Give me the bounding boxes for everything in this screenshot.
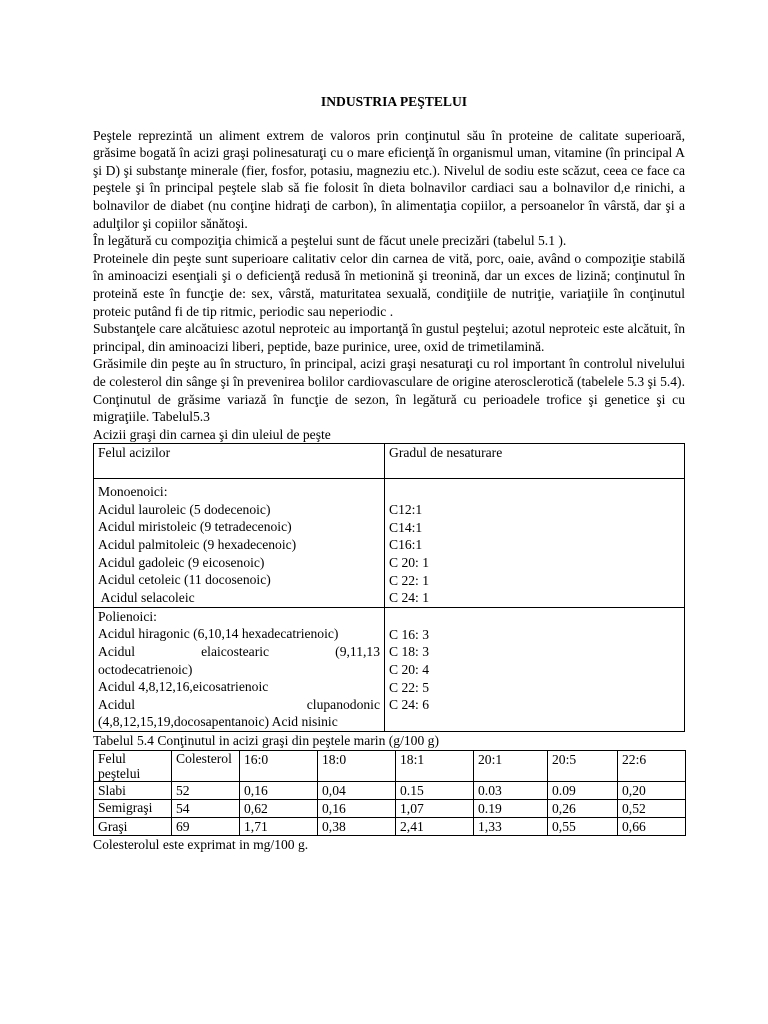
table-row [94,799,686,817]
acid-name: Acidul selacoleic [98,589,195,605]
unsaturation-value: C16:1 [389,537,423,553]
header-cell: Felul acizilor [94,444,385,479]
acid-name: Acidul palmitoleic (9 hexadecenoic) [98,537,297,553]
table-row [94,781,686,799]
table-header-row [94,750,686,781]
table-cell: 0,62 [240,799,318,817]
table-cell: 0,26 [548,799,618,817]
polyenoic-acids-cell [94,607,385,731]
unsaturation-value: C14:1 [389,519,423,535]
unsaturation-value: C 22: 1 [389,572,430,588]
fatty-acids-table [93,443,685,732]
table-cell: 0,52 [618,799,686,817]
table-cell: 0,04 [318,781,396,799]
table-row-monoenoic [94,479,685,608]
unsaturation-value: C 22: 5 [389,679,430,695]
unsaturation-value: C 16: 3 [389,626,430,642]
table-cell: 0,16 [240,781,318,799]
paragraph-composition: În legătură cu compoziţia chimică a peştelui sunt de făcut unele precizări (tabelul 5.1 ). [93,233,567,249]
acid-name: Acidul hiragonic (6,10,14 hexadecatrienoic) [98,626,339,642]
header-cell: 20:1 [474,750,548,781]
document-page [93,93,685,853]
unsaturation-value: C 24: 1 [389,590,430,606]
acid-name: Acidul gadoleic (9 eicosenoic) [98,554,265,570]
table-cell: 0,20 [618,781,686,799]
table-cell: 0,66 [618,817,686,835]
unsaturation-value: C 24: 6 [389,697,430,713]
acid-name: octodecatrienoic) [98,661,193,677]
table2-footnote: Colesterolul este exprimat in mg/100 g. [93,836,309,852]
table2-caption: Tabelul 5.4 Conţinutul in acizi graşi din peştele marin (g/100 g) [93,733,439,748]
paragraph-nitrogen: Substanţele care alcătuiesc azotul neproteic au importanţă în gustul peştelui; azotul neproteic este alcătuit, în principal, din aminoacizi liberi, peptide, baze purinice, uree, oxid de trimetilamină. [93,321,685,354]
table-header-row [94,444,685,479]
table-cell: 1,33 [474,817,548,835]
polyenoic-values-cell [385,607,685,731]
table-cell: 69 [172,817,240,835]
table-cell: 0,55 [548,817,618,835]
header-cell: Felul peştelui [94,750,172,781]
table-cell: 1,71 [240,817,318,835]
paragraph-fats: Grăsimile din peşte au în structuro, în principal, acizi graşi nesaturaţi cu rol important în controlul nivelului de colesterol din sânge şi în prevenirea bolilor cardiovasculare de origine aterosclerotică (tabelele 5.3 şi 5.4). Conţinutul de grăsime variază în funcţie de sezon, în legătură cu perioadele trofice şi genetice şi cu migraţiile. Tabelul5.3 [93,356,685,425]
paragraph-proteins: Proteinele din peşte sunt superioare calitativ celor din carnea de vită, porc, oaie, având o compoziţie stabilă în aminoacizi esenţiali şi o deficienţă redusă în metionină şi treonină, dar un exces de lizină; conţinutul în proteină este în funcţie de: sex, vârstă, maturitatea sexuală, condiţiile de nutriţie, variaţiile în conţinutul proteic putând fi de tip ritmic, periodic sau neperiodic . [93,250,685,319]
acid-name: Acidul elaicostearic (9,11,13 [98,644,380,660]
header-cell: 18:1 [396,750,474,781]
table-cell: 0,16 [318,799,396,817]
unsaturation-value: C 20: 4 [389,662,430,678]
acid-name: Acidul cetoleic (11 docosenoic) [98,572,271,588]
table-row [94,817,686,835]
table-cell: 52 [172,781,240,799]
table-row-polyenoic [94,607,685,731]
header-cell: Colesterol [172,750,240,781]
table-cell: Slabi [94,781,172,799]
acid-name: Acidul clupanodonic [98,696,380,712]
table1-caption: Acizii graşi din carnea şi din uleiul de peşte [93,426,331,442]
table-cell: 0,38 [318,817,396,835]
table-cell: 0.03 [474,781,548,799]
paragraph-intro: Peştele reprezintă un aliment extrem de valoros prin conţinutul său în proteine de calitate superioară, grăsime bogată în acizi graşi polinesaturaţi cu o mare eficienţă în organismul uman, vitamine (în principal A şi D) şi substanţe minerale (fier, fosfor, potasiu, magneziu etc.). Nivelul de sodiu este scăzut, ceea ce face ca peştele şi în principal peştele slab să fie folosit în dieta bolnavilor cardiaci sau a bolnavilor d,e rinichi, a bolnavilor de diabet (nu conţine hidraţi de carbon), în alimentaţia copiilor, a persoanelor în vârstă, dar şi a adulţilor şi copiilor sănătoşi. [93,127,685,231]
acid-name: (4,8,12,15,19,docosapentanoic) Acid nisinic [98,714,338,730]
group-label: Monoenoici: [98,484,168,500]
table-cell: 0.19 [474,799,548,817]
acid-name: Acidul lauroleic (5 dodecenoic) [98,501,271,517]
unsaturation-value: C 20: 1 [389,555,430,571]
monoenoic-values-cell [385,479,685,608]
header-cell: Gradul de nesaturare [385,444,685,479]
table-cell: 54 [172,799,240,817]
marine-fish-fatty-acids-table [93,750,686,836]
group-label: Polienoici: [98,608,157,624]
acid-name: Acidul 4,8,12,16,eicosatrienoic [98,679,269,695]
acid-name: Acidul miristoleic (9 tetradecenoic) [98,519,292,535]
header-cell: 20:5 [548,750,618,781]
header-cell: 22:6 [618,750,686,781]
header-cell: 16:0 [240,750,318,781]
header-cell: 18:0 [318,750,396,781]
table-cell: 0.15 [396,781,474,799]
table-cell: Graşi [94,817,172,835]
table-cell: 0.09 [548,781,618,799]
unsaturation-value: C12:1 [389,502,423,518]
table-cell: 2,41 [396,817,474,835]
table-cell: 1,07 [396,799,474,817]
table-cell: Semigraşi [94,799,172,817]
unsaturation-value: C 18: 3 [389,644,430,660]
monoenoic-acids-cell [94,479,385,608]
document-title: INDUSTRIA PEŞTELUI [320,94,468,109]
